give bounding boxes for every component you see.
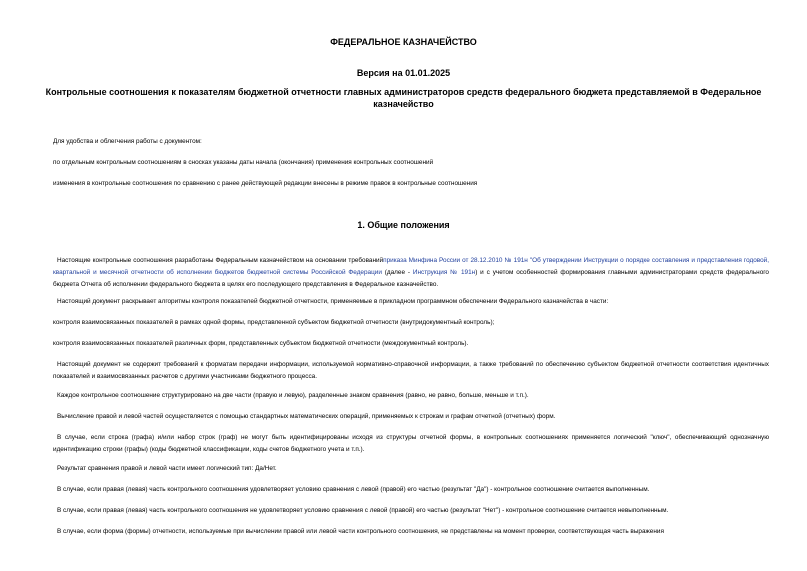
body-paragraph: контроля взаимосвязанных показателей различных форм, представленных субъектом бюджетной отчетности (междокументный контроль). (53, 340, 469, 347)
instruction-link[interactable]: Инструкция № 191н (412, 269, 476, 276)
intro-paragraph (53, 255, 769, 291)
intro-text: Настоящие контрольные соотношения разработаны Федеральным казначейством на основании требований (57, 257, 384, 264)
body-paragraph: В случае, если правая (левая) часть контрольного соотношения удовлетворяет условию сравнения с левой (правой) его частью (результат "Да") - контрольное соотношение считается выполненным. (57, 486, 650, 493)
body-paragraph: Каждое контрольное соотношение структурировано на две части (правую и левую), разделенные знаком сравнения (равно, не равно, больше, меньше и т.п.). (57, 392, 529, 399)
note-line: Для удобства и облегчения работы с документом: (53, 138, 202, 145)
note-line: изменения в контрольные соотношения по сравнению с ранее действующей редакции внесены в режиме правок в контрольные соотношения (53, 180, 478, 187)
body-paragraph: Вычисление правой и левой частей осуществляется с помощью стандартных математических операций, применяемых к строкам и графам отчетной (отчетных) форм. (57, 413, 556, 420)
body-paragraph: Настоящий документ не содержит требований к форматам передачи информации, используемой нормативно-справочной информации, а также требований по обеспечению субъектом бюджетной отчетности соответствия идентичных показателей и взаимосвязанных расчетов с другими участниками бюджетного процесса. (53, 361, 769, 380)
body-paragraph: В случае, если правая (левая) часть контрольного соотношения не удовлетворяет условию сравнения с левой (правой) его частью (результат "Нет") - контрольное соотношение считается невыполненным. (57, 507, 669, 514)
body-paragraph: В случае, если строка (графа) и/или набор строк (граф) не могут быть идентифицированы исходя из структуры отчетной формы, в контрольных соотношениях применяется логический "ключ", обеспечивающий однозначную идентификацию строки (графы) (коды бюджетной классификации, коды счетов бюджетного учета и т.п.). (53, 434, 769, 453)
body-paragraph: Настоящий документ раскрывает алгоритмы контроля показателей бюджетной отчетности, применяемые в прикладном программном обеспечении Федерального казначейства в части: (57, 298, 609, 305)
body-paragraph: контроля взаимосвязанных показателей в рамках одной формы, представленной субъектом бюджетной отчетности (внутридокументный контроль); (53, 319, 495, 326)
org-title: ФЕДЕРАЛЬНОЕ КАЗНАЧЕЙСТВО (330, 37, 477, 47)
order-link[interactable]: приказа Минфина России от 28.12.2010 № 191н "Об утверждении Инструкции о порядке составления и представления годовой, квартальной и месячной отчетности об исполнении бюджетов бюджетной системы Российской Федерации (53, 257, 769, 276)
section-heading: 1. Общие положения (357, 220, 450, 230)
intro-text: ) и с учетом особенностей формирования главными администраторами средств федерального бюджета Отчета об исполнении федерального бюджета в целях его последующего представления в Федеральное казначейство. (53, 269, 769, 288)
version-label: Версия на 01.01.2025 (356, 68, 451, 78)
document-subtitle: Контрольные соотношения к показателям бюджетной отчетности главных администраторов средств федерального бюджета представляемой в Федеральное казначейство (45, 87, 762, 109)
body-paragraph: В случае, если форма (формы) отчетности, используемые при вычислении правой или левой части контрольного соотношения, не представлены на момент проверки, соответствующая часть выражения (57, 528, 664, 535)
intro-text: (далее - (381, 269, 413, 276)
body-paragraph: Результат сравнения правой и левой части имеет логический тип: Да/Нет. (57, 465, 277, 472)
note-line: по отдельным контрольным соотношениям в сносках указаны даты начала (окончания) применения контрольных соотношений (53, 159, 434, 166)
